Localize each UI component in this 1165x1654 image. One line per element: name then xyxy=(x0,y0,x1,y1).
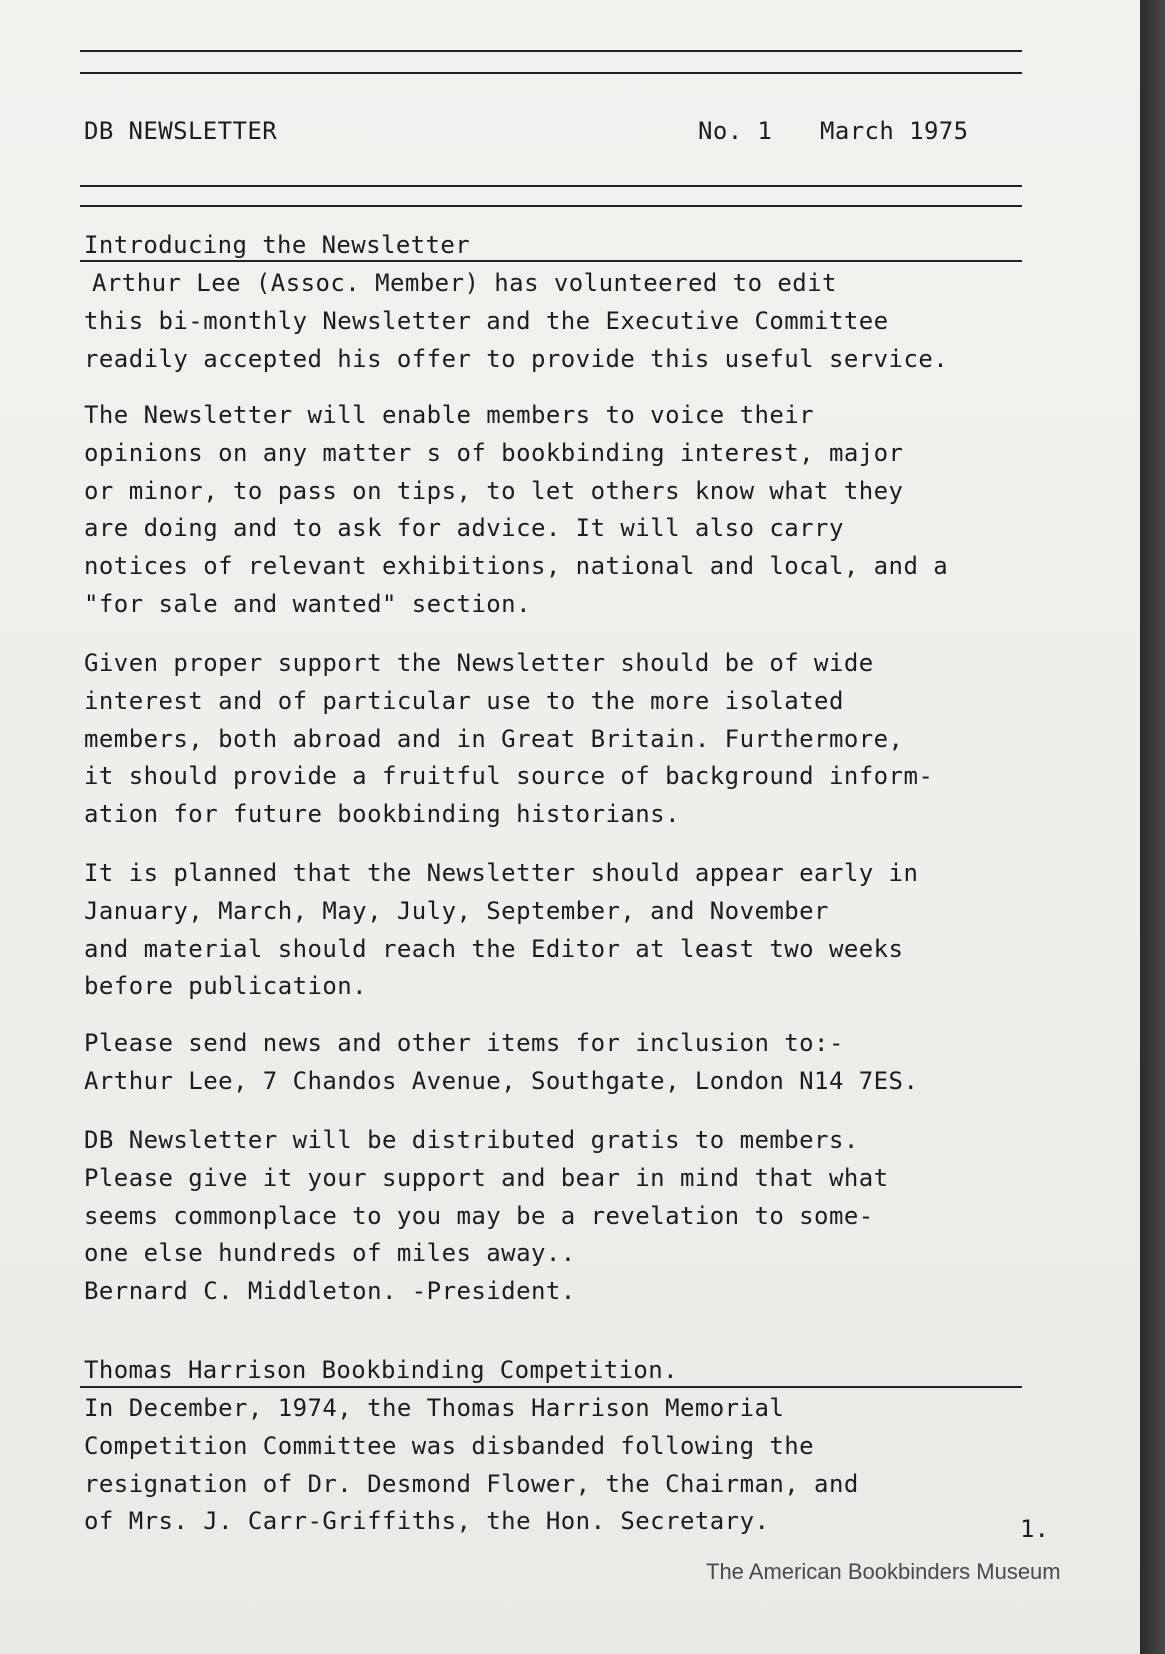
text-line: Please give it your support and bear in mind that what xyxy=(84,1163,889,1192)
paragraph-intro xyxy=(84,265,949,378)
paragraph-support xyxy=(84,645,933,834)
text-line: Competition Committee was disbanded following the xyxy=(84,1431,815,1460)
heading-underline xyxy=(80,1386,1022,1388)
text-line: Given proper support the Newsletter should be of wide xyxy=(84,649,874,677)
newsletter-title: DB NEWSLETTER xyxy=(84,117,278,145)
museum-watermark: The American Bookbinders Museum xyxy=(706,1559,1061,1584)
text-line: DB Newsletter will be distributed gratis to members. xyxy=(84,1126,859,1154)
text-line: it should provide a fruitful source of background inform- xyxy=(84,762,934,791)
text-line: notices of relevant exhibitions, national and local, and a xyxy=(84,552,949,581)
masthead-rule-bottom-1 xyxy=(80,185,1022,187)
text-line: of Mrs. J. Carr-Griffiths, the Hon. Secretary. xyxy=(84,1507,770,1536)
signature-line: Bernard C. Middleton. -President. xyxy=(84,1277,576,1306)
page-number: 1. xyxy=(1020,1515,1049,1543)
paragraph-contact xyxy=(84,1025,918,1101)
text-line: January, March, May, July, September, and November xyxy=(84,896,829,925)
masthead-rule-top-1 xyxy=(80,50,1022,52)
text-line: It is planned that the Newsletter should appear early in xyxy=(84,859,919,887)
text-line: seems commonplace to you may be a revelation to some- xyxy=(84,1201,874,1230)
text-line: are doing and to ask for advice. It will also carry xyxy=(84,514,844,543)
text-line: "for sale and wanted" section. xyxy=(84,589,531,618)
text-line: interest and of particular use to the more isolated xyxy=(84,686,844,715)
paragraph-closing xyxy=(84,1122,889,1311)
text-line: Arthur Lee (Assoc. Member) has volunteered to edit xyxy=(92,269,837,297)
text-line: this bi-monthly Newsletter and the Executive Committee xyxy=(84,306,889,335)
text-line: readily accepted his offer to provide this useful service. xyxy=(84,344,949,373)
issue-number: No. 1 xyxy=(698,117,773,145)
text-line: opinions on any matter s of bookbinding interest, major xyxy=(84,438,904,467)
text-line: and material should reach the Editor at least two weeks xyxy=(84,934,904,963)
paragraph-competition xyxy=(84,1390,859,1541)
masthead-rule-top-2 xyxy=(80,72,1022,74)
masthead-rule-bottom-2 xyxy=(80,205,1022,207)
text-line: or minor, to pass on tips, to let others know what they xyxy=(84,476,904,505)
section-heading-introducing: Introducing the Newsletter xyxy=(84,231,471,259)
text-line: resignation of Dr. Desmond Flower, the Chairman, and xyxy=(84,1469,859,1498)
section-heading-competition: Thomas Harrison Bookbinding Competition. xyxy=(84,1356,678,1384)
issue-date: March 1975 xyxy=(820,117,969,145)
text-line: The Newsletter will enable members to voice their xyxy=(84,401,815,429)
text-line: In December, 1974, the Thomas Harrison Memorial xyxy=(84,1394,785,1422)
text-line: Arthur Lee, 7 Chandos Avenue, Southgate, London N14 7ES. xyxy=(84,1066,919,1095)
text-line: ation for future bookbinding historians. xyxy=(84,800,680,829)
paragraph-schedule xyxy=(84,855,918,1006)
text-line: Please send news and other items for inclusion to:- xyxy=(84,1029,844,1057)
text-line: members, both abroad and in Great Britain. Furthermore, xyxy=(84,724,904,753)
text-line: one else hundreds of miles away.. xyxy=(84,1239,576,1268)
heading-underline xyxy=(80,260,1022,262)
page-edge-shadow xyxy=(1140,0,1165,1654)
text-line: before publication. xyxy=(84,972,368,1001)
paragraph-purpose xyxy=(84,397,948,624)
